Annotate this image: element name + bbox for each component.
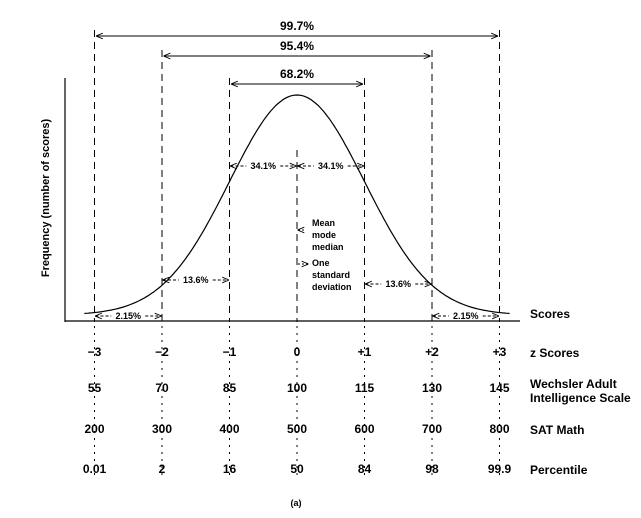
scale-value: 50 <box>290 462 304 476</box>
region-label: 34.1% <box>250 161 277 171</box>
scale-value: 0.01 <box>82 462 107 476</box>
scale-value: 70 <box>155 381 169 395</box>
scale-name-wechsler-line2: Intelligence Scale <box>530 391 631 405</box>
scale-value: 600 <box>354 422 375 436</box>
scale-value: 99.9 <box>487 462 512 476</box>
scale-value: −1 <box>222 345 237 359</box>
scale-value: 800 <box>489 422 510 436</box>
span-label: 99.7% <box>279 19 315 33</box>
one-sd-annotation <box>296 258 352 292</box>
scale-value: 130 <box>421 381 443 395</box>
scale-value: 115 <box>354 381 375 395</box>
scale-value: +2 <box>425 345 439 359</box>
figure-caption: (a) <box>290 498 302 508</box>
annotation-mean: Mean <box>312 218 336 228</box>
scale-value: 16 <box>222 462 237 476</box>
scale-value: 98 <box>425 462 439 476</box>
region-label: 2.15% <box>115 311 142 321</box>
scale-value: 200 <box>84 422 105 436</box>
scale-value: 84 <box>357 462 372 476</box>
scale-name-wechsler-line1: Wechsler Adult <box>530 377 617 391</box>
x-axis-label: Scores <box>530 307 571 321</box>
scale-value: 300 <box>151 422 173 436</box>
span-label: 68.2% <box>279 67 315 81</box>
scale-value: −3 <box>87 345 102 359</box>
scale-value: 55 <box>87 381 102 395</box>
annotation-one: One <box>312 258 330 268</box>
annotation-median: median <box>312 242 344 252</box>
scale-value: +3 <box>492 345 507 359</box>
scale-name-z: z Scores <box>530 346 580 360</box>
scale-value: 700 <box>421 422 443 436</box>
span-label: 95.4% <box>279 39 315 53</box>
scale-value: +1 <box>357 345 372 359</box>
mean-mode-median-annotation <box>298 218 344 252</box>
scale-value: −2 <box>155 345 169 359</box>
scale-name-percentile: Percentile <box>530 463 588 477</box>
annotation-mode: mode <box>312 230 337 240</box>
scale-value: 500 <box>286 422 308 436</box>
scale-value: 2 <box>158 462 166 476</box>
annotation-deviation: deviation <box>312 282 352 292</box>
scale-value: 145 <box>489 381 510 395</box>
annotation-standard: standard <box>312 270 351 280</box>
region-label: 13.6% <box>385 279 412 289</box>
region-label: 34.1% <box>317 161 344 171</box>
scale-value: 100 <box>286 381 308 395</box>
region-label: 13.6% <box>182 275 209 285</box>
y-axis-label: Frequency (number of scores) <box>40 118 52 278</box>
scale-value: 0 <box>293 345 301 359</box>
scale-value: 85 <box>222 381 237 395</box>
scale-value: 400 <box>219 422 240 436</box>
scale-name-sat: SAT Math <box>530 423 585 437</box>
region-label: 2.15% <box>452 311 479 321</box>
